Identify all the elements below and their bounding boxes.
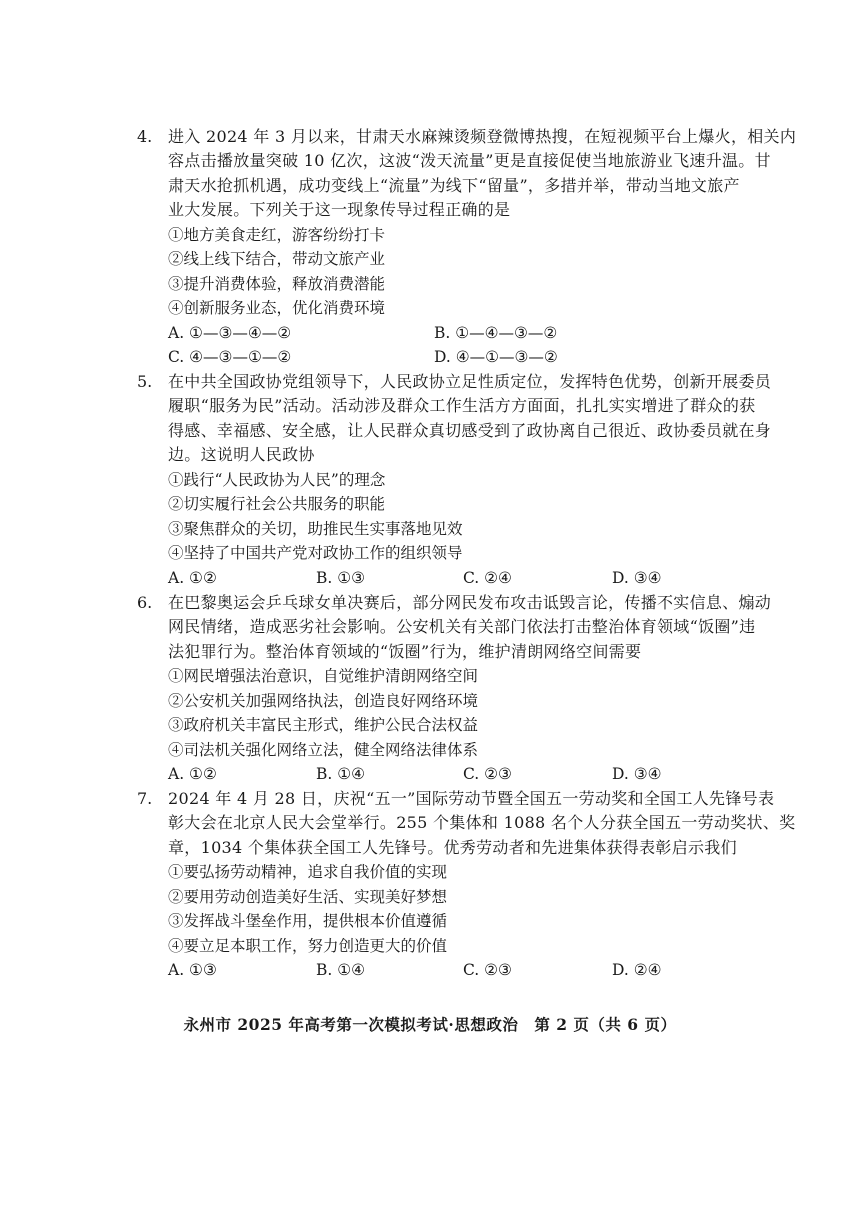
stem-line: 彰大会在北京人民大会堂举行。255 个集体和 1088 名个人分获全国五一劳动奖状、奖 — [168, 813, 796, 833]
statement-1: ①践行“人民政协为人民”的理念 — [168, 471, 386, 489]
statement-2: ②要用劳动创造美好生活、实现美好梦想 — [168, 888, 448, 906]
statement-1: ①网民增强法治意识，自觉维护清朗网络空间 — [168, 667, 479, 685]
option-a[interactable]: A. ①③ — [168, 961, 217, 979]
option-b[interactable]: B. ①④ — [316, 961, 366, 979]
question-number: 5. — [137, 372, 153, 391]
statement-1: ①地方美食走红，游客纷纷打卡 — [168, 226, 386, 244]
statement-4: ④坚持了中国共产党对政协工作的组织领导 — [168, 544, 463, 562]
stem-line: 2024 年 4 月 28 日，庆祝“五一”国际劳动节暨全国五一劳动奖和全国工人先锋号表 — [168, 789, 775, 808]
statement-2: ②线上线下结合，带动文旅产业 — [168, 250, 386, 268]
option-a[interactable]: A. ①② — [168, 569, 217, 587]
question-number: 6. — [137, 593, 153, 612]
option-d[interactable]: D. ④—①—③—② — [434, 348, 558, 366]
stem-line: 在中共全国政协党组领导下，人民政协立足性质定位，发挥特色优势，创新开展委员 — [168, 372, 772, 391]
option-a[interactable]: A. ①—③—④—② — [168, 324, 292, 342]
statement-3: ③政府机关丰富民主形式，维护公民合法权益 — [168, 716, 479, 734]
question-stem — [168, 591, 772, 664]
statement-1: ①要弘扬劳动精神，追求自我价值的实现 — [168, 863, 448, 881]
statement-2: ②切实履行社会公共服务的职能 — [168, 495, 386, 513]
stem-line: 业大发展。下列关于这一现象传导过程正确的是 — [168, 200, 511, 220]
stem-line: 肃天水抢抓机遇，成功变线上“流量”为线下“留量”，多措并举，带动当地文旅产 — [168, 175, 740, 195]
statement-4: ④司法机关强化网络立法，健全网络法律体系 — [168, 741, 479, 759]
option-a[interactable]: A. ①② — [168, 765, 217, 783]
statement-2: ②公安机关加强网络执法，创造良好网络环境 — [168, 692, 479, 710]
option-c[interactable]: C. ②④ — [463, 569, 512, 587]
option-b[interactable]: B. ①—④—③—② — [434, 324, 558, 342]
stem-line: 章，1034 个集体获全国工人先锋号。优秀劳动者和先进集体获得表彰启示我们 — [168, 837, 737, 857]
question-stem — [168, 787, 796, 860]
statement-4: ④要立足本职工作，努力创造更大的价值 — [168, 937, 448, 955]
option-b[interactable]: B. ①③ — [316, 569, 366, 587]
stem-line: 在巴黎奥运会乒乓球女单决赛后，部分网民发布攻击诋毁言论，传播不实信息、煽动 — [168, 593, 772, 612]
stem-line: 法犯罪行为。整治体育领域的“饭圈”行为，维护清朗网络空间需要 — [168, 641, 642, 661]
question-number: 4. — [137, 127, 153, 146]
stem-line: 履职“服务为民”活动。活动涉及群众工作生活方方面面，扎扎实实增进了群众的获 — [168, 396, 756, 416]
option-c[interactable]: C. ②③ — [463, 961, 512, 979]
statement-3: ③聚焦群众的关切，助推民生实事落地见效 — [168, 520, 463, 538]
option-d[interactable]: D. ②④ — [612, 961, 662, 979]
statement-3: ③提升消费体验，释放消费潜能 — [168, 275, 386, 293]
option-d[interactable]: D. ③④ — [612, 569, 662, 587]
statement-4: ④创新服务业态，优化消费环境 — [168, 299, 386, 317]
option-c[interactable]: C. ②③ — [463, 765, 512, 783]
option-b[interactable]: B. ①④ — [316, 765, 366, 783]
question-number: 7. — [137, 789, 153, 808]
stem-line: 容点击播放量突破 10 亿次，这波“泼天流量”更是直接促使当地旅游业飞速升温。甘 — [168, 151, 771, 171]
option-c[interactable]: C. ④—③—①—② — [168, 348, 292, 366]
stem-line: 进入 2024 年 3 月以来，甘肃天水麻辣烫频登微博热搜，在短视频平台上爆火，相关内 — [168, 127, 797, 146]
page-footer: 永州市 2025 年高考第一次模拟考试·思想政治 第 2 页（共 6 页） — [183, 1015, 677, 1034]
stem-line: 边。这说明人民政协 — [168, 445, 315, 465]
statement-3: ③发挥战斗堡垒作用，提供根本价值遵循 — [168, 912, 448, 930]
stem-line: 网民情绪，造成恶劣社会影响。公安机关有关部门依法打击整治体育领域“饭圈”违 — [168, 617, 756, 637]
option-d[interactable]: D. ③④ — [612, 765, 662, 783]
question-stem — [168, 370, 772, 468]
stem-line: 得感、幸福感、安全感，让人民群众真切感受到了政协离自己很近、政协委员就在身 — [168, 420, 772, 440]
question-stem — [168, 125, 797, 223]
